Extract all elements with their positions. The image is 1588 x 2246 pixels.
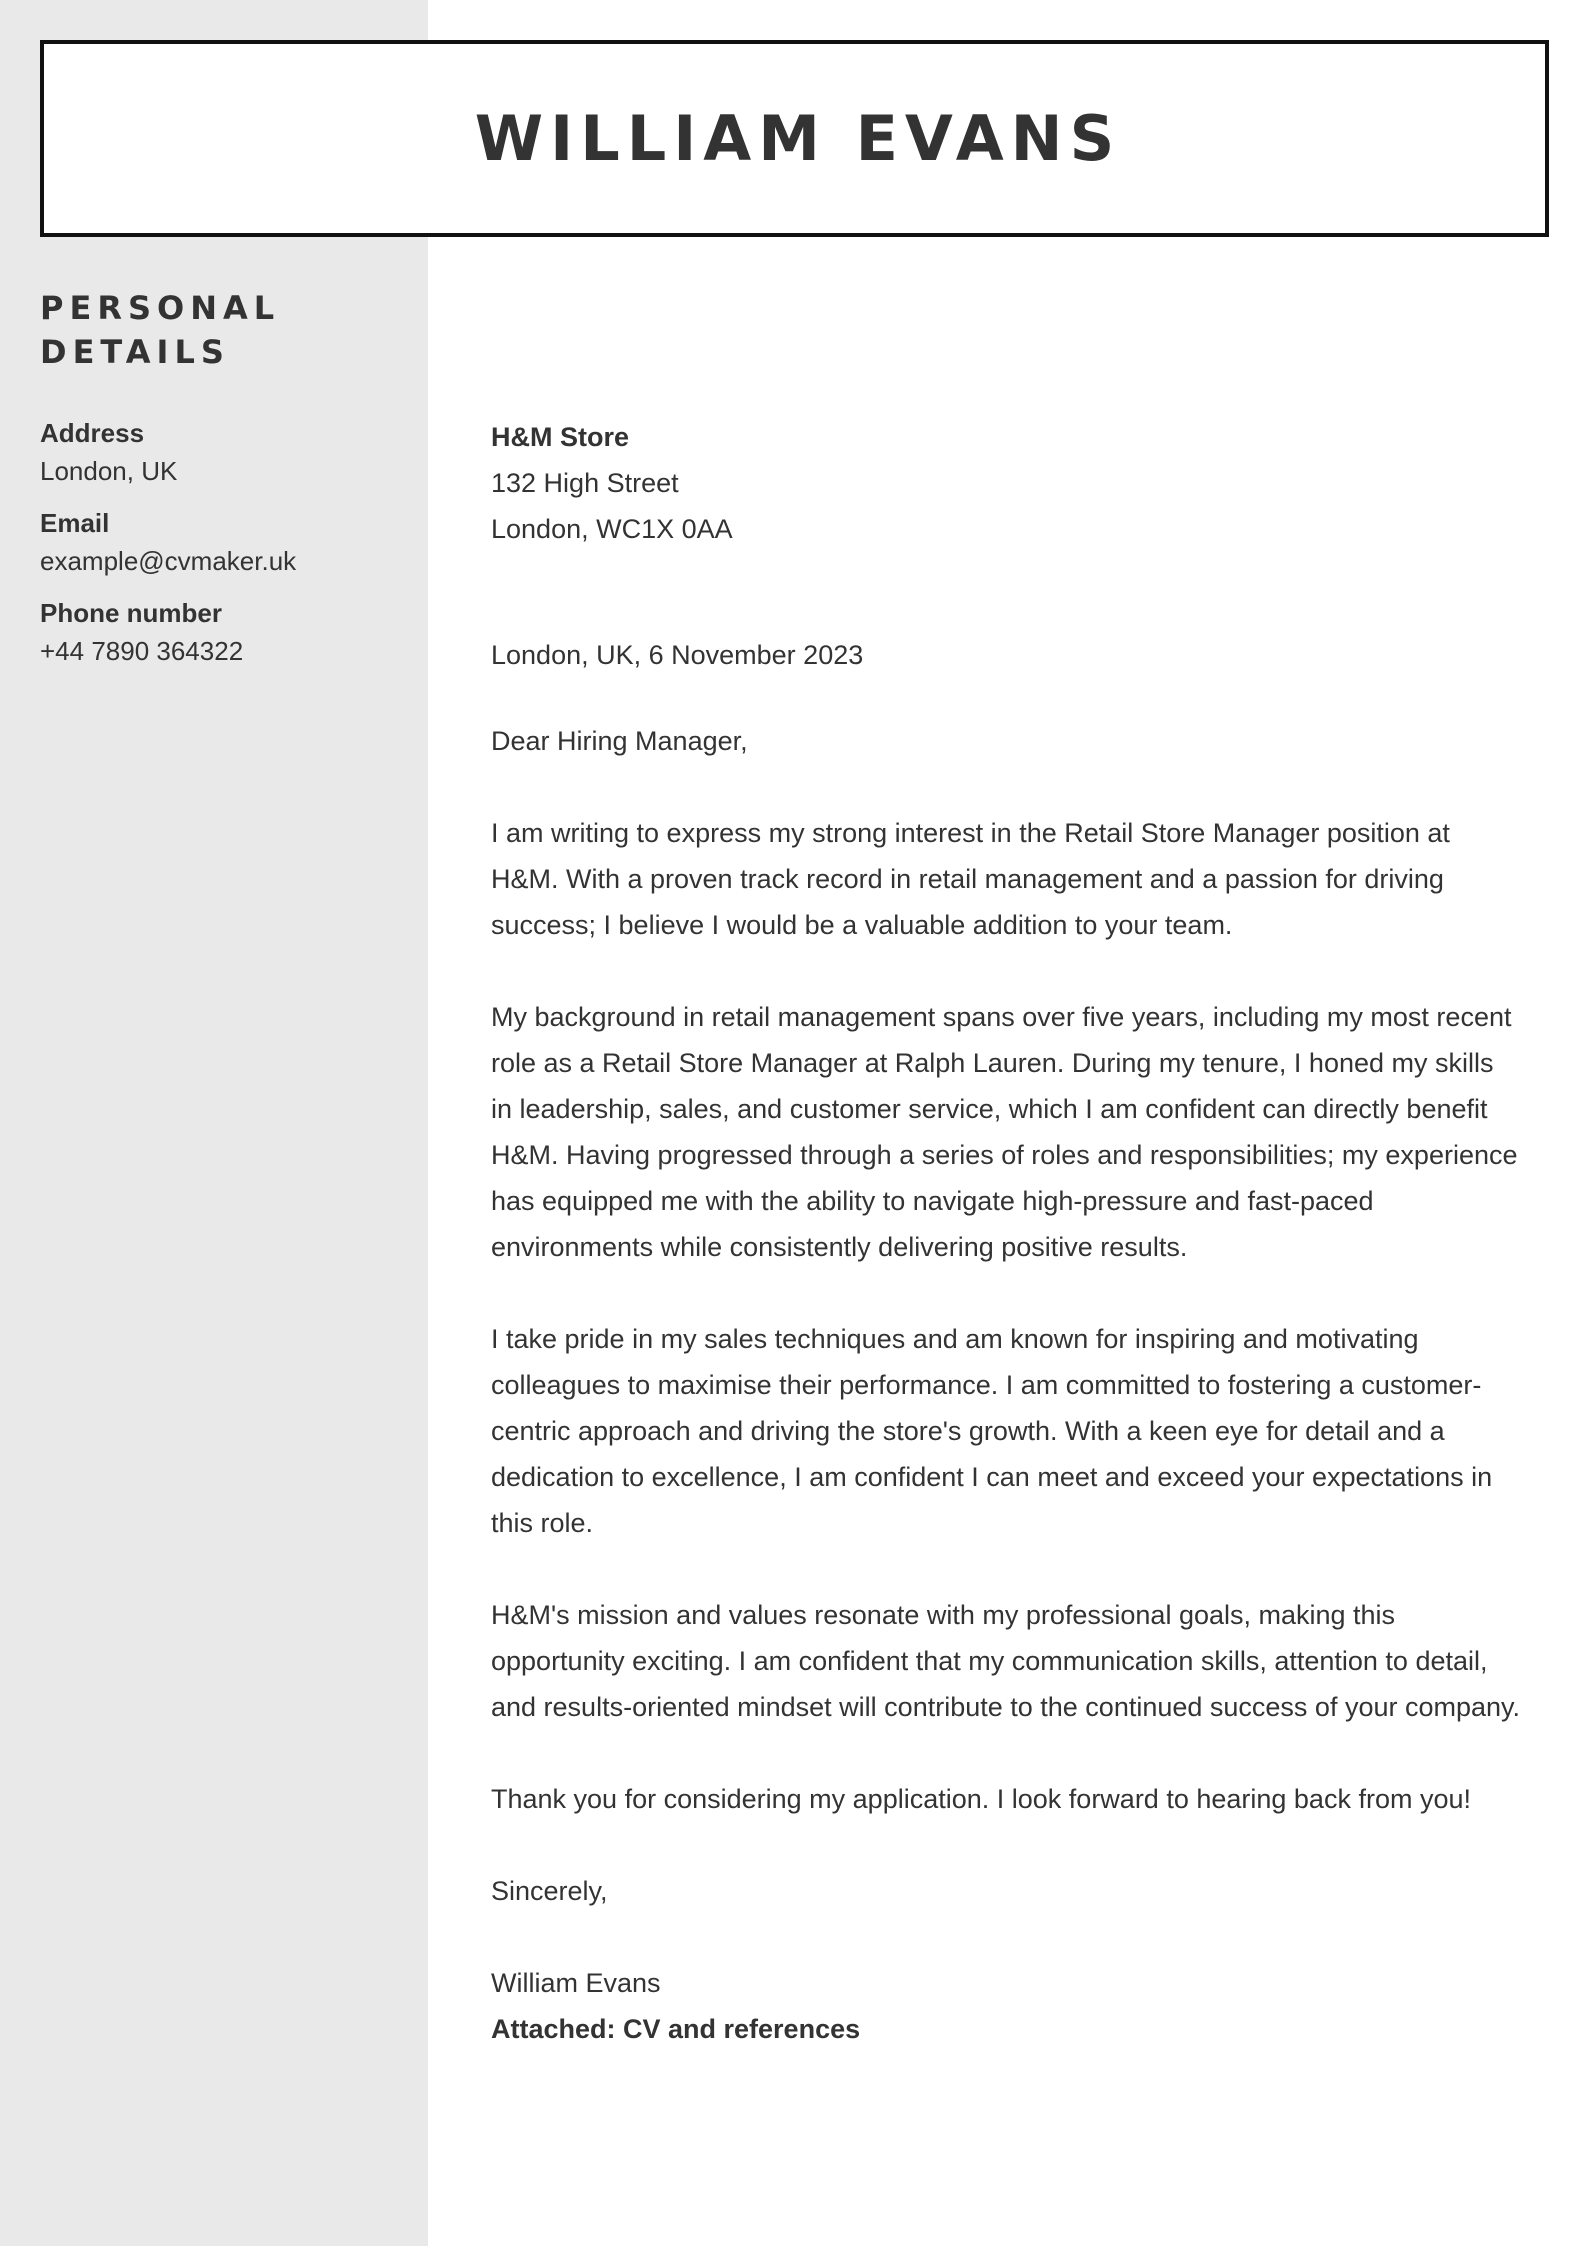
recipient-company: H&M Store <box>491 422 630 452</box>
attachment-note: Attached: CV and references <box>491 2014 861 2044</box>
address-label: Address <box>40 418 145 448</box>
address-value: London, UK <box>40 456 178 486</box>
salutation: Dear Hiring Manager, <box>491 726 748 756</box>
personal-details-heading: PERSONAL DETAILS <box>40 289 281 371</box>
paragraph: Thank you for considering my application. I look forward to hearing back from you! <box>491 1784 1471 1814</box>
paragraph: I am writing to express my strong interest in the Retail Store Manager position at H&M. With a proven track record in retail management and a passion for driving success; I believe I would be a valuable addition to your team. <box>491 818 1450 940</box>
name-header <box>40 40 1549 237</box>
paragraph: My background in retail management spans over five years, including my most recent role as a Retail Store Manager at Ralph Lauren. During my tenure, I honed my skills in leadership, sales, and customer service, which I am confident can directly benefit H&M. Having progressed through a series of roles and responsibilities; my experience has equipped me with the ability to navigate high-pressure and fast-paced environments while consistently delivering positive results. <box>491 1002 1518 1262</box>
email-value: example@cvmaker.uk <box>40 546 297 576</box>
email-label: Email <box>40 508 110 538</box>
recipient-city: London, WC1X 0AA <box>491 514 733 544</box>
phone-label: Phone number <box>40 598 223 628</box>
paragraph: I take pride in my sales techniques and am known for inspiring and motivating colleagues to maximise their performance. I am committed to fostering a customer-centric approach and driving the store's growth. With a keen eye for detail and a dedication to excellence, I am confident I can meet and exceed your expectations in this role. <box>491 1324 1493 1538</box>
letter-body <box>491 414 1521 2052</box>
closing: Sincerely, <box>491 1876 608 1906</box>
letter-date: London, UK, 6 November 2023 <box>491 640 864 670</box>
signature-name: William Evans <box>491 1968 661 1998</box>
recipient-street: 132 High Street <box>491 468 679 498</box>
paragraph: H&M's mission and values resonate with my professional goals, making this opportunity exciting. I am confident that my communication skills, attention to detail, and results-oriented mindset will contribute to the continued success of your company. <box>491 1600 1521 1722</box>
personal-details <box>40 414 410 684</box>
applicant-name: WILLIAM EVANS <box>474 102 1122 175</box>
phone-value: +44 7890 364322 <box>40 636 244 666</box>
